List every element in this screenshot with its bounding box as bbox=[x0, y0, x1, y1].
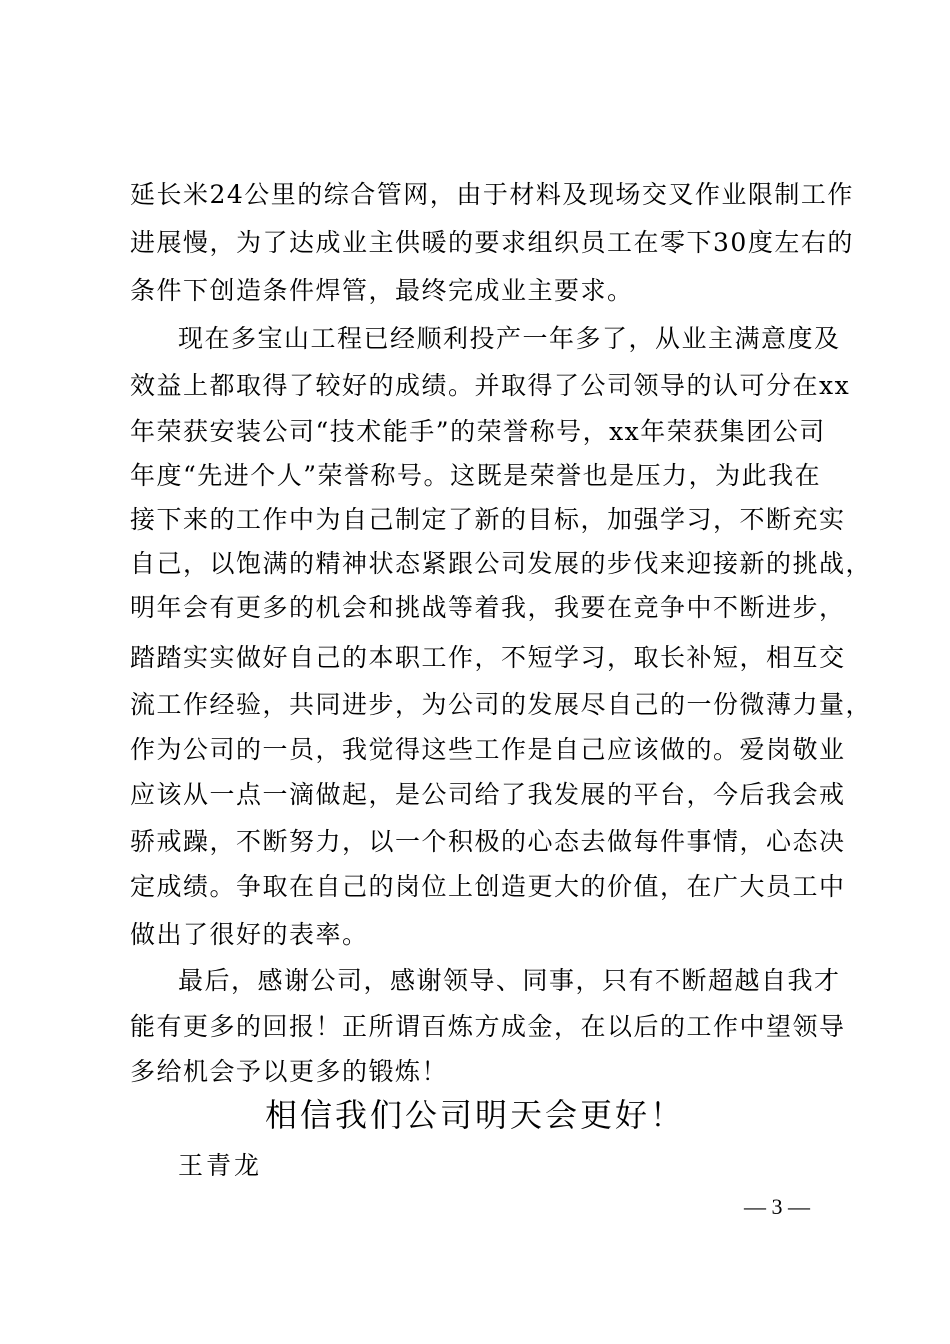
body-line: 年荣获安装公司“技术能手”的荣誉称号，xx年荣获集团公司 bbox=[130, 417, 826, 446]
body-line: 延长米24公里的综合管网，由于材料及现场交叉作业限制工作 bbox=[130, 180, 854, 209]
body-line: 应该从一点一滴做起，是公司给了我发展的平台，今后我会戒 bbox=[130, 780, 846, 809]
body-line: 效益上都取得了较好的成绩。并取得了公司领导的认可分在xx bbox=[130, 371, 851, 400]
body-line: 进展慢，为了达成业主供暖的要求组织员工在零下30度左右的 bbox=[130, 228, 854, 257]
body-line: 骄戒躁，不断努力，以一个积极的心态去做每件事情，心态决 bbox=[130, 827, 846, 856]
body-line: 自己，以饱满的精神状态紧跟公司发展的步伐来迎接新的挑战， bbox=[130, 549, 873, 578]
closing-title: 相信我们公司明天会更好！ bbox=[264, 1096, 685, 1134]
body-line: 明年会有更多的机会和挑战等着我，我要在竞争中不断进步， bbox=[130, 593, 846, 622]
body-line: 条件下创造条件焊管，最终完成业主要求。 bbox=[130, 276, 634, 305]
body-line: 作为公司的一员，我觉得这些工作是自己应该做的。爱岗敬业 bbox=[130, 735, 846, 764]
page-number: — 3 — bbox=[744, 1194, 810, 1219]
body-line: 接下来的工作中为自己制定了新的目标，加强学习，不断充实 bbox=[130, 505, 846, 534]
paragraph-start-line: 最后，感谢公司，感谢领导、同事，只有不断超越自我才 bbox=[178, 966, 841, 995]
body-line: 流工作经验，共同进步，为公司的发展尽自己的一份微薄力量， bbox=[130, 690, 873, 719]
body-line: 多给机会予以更多的锻炼！ bbox=[130, 1057, 449, 1086]
body-line: 能有更多的回报！正所谓百炼方成金，在以后的工作中望领导 bbox=[130, 1012, 846, 1041]
paragraph-start-line: 现在多宝山工程已经顺利投产一年多了，从业主满意度及 bbox=[178, 324, 841, 353]
body-line: 做出了很好的表率。 bbox=[130, 920, 369, 949]
body-line: 定成绩。争取在自己的岗位上创造更大的价值，在广大员工中 bbox=[130, 872, 846, 901]
signature: 王青龙 bbox=[178, 1151, 263, 1180]
body-line: 年度“先进个人”荣誉称号。这既是荣誉也是压力，为此我在 bbox=[130, 461, 822, 490]
body-line: 踏踏实实做好自己的本职工作，不短学习，取长补短，相互交 bbox=[130, 643, 846, 672]
